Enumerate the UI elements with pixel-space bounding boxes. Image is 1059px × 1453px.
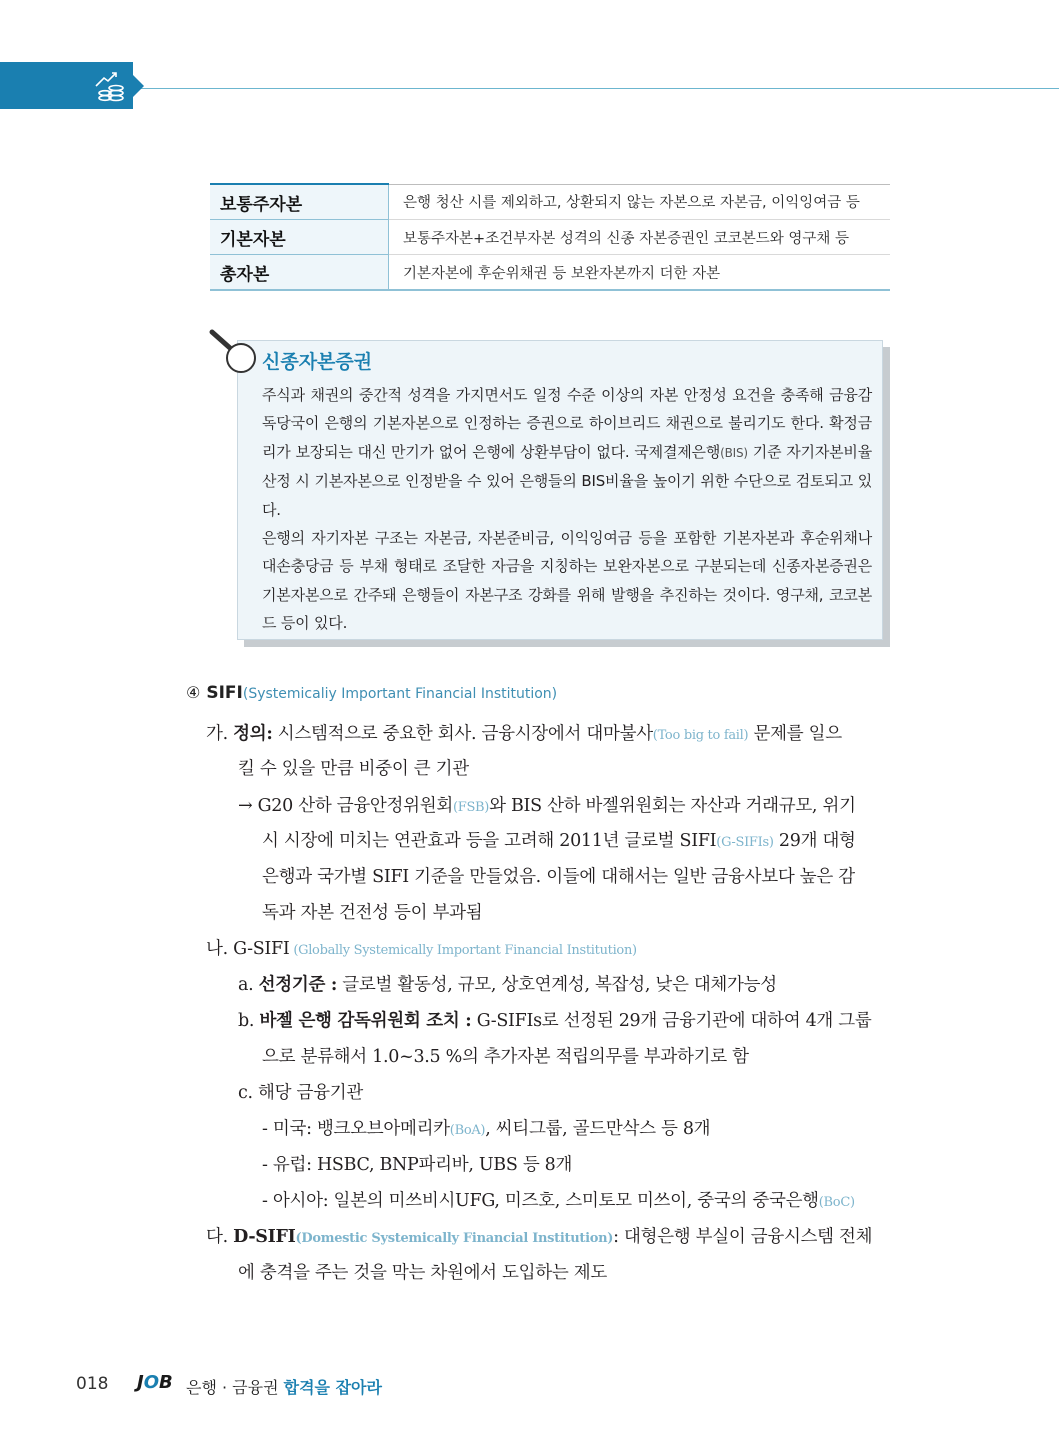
na-c-text: - 아시아: 일본의 미쓰비시UFG, 미즈호, 스미토모 미쓰이, 중국의 중국은행	[262, 1191, 819, 1211]
ga-arrow-gloss: (G-SIFIs)	[716, 835, 774, 850]
note-body	[262, 381, 872, 638]
coin-stack-icon	[90, 68, 130, 104]
job-logo	[137, 1372, 173, 1393]
note-paragraph: 은행의 자기자본 구조는 자본금, 자본준비금, 이익잉여금 등을 포함한 기본자본과 후순위채나 대손충당금 등 부채 형태로 조달한 자금을 지칭하는 보완자본으로 구분되는데 신종자본증권은 기본자본으로 간주돼 은행들이 자본구조 강화를 위해 발행을 추진하는 것이다. 영구채, 코코본드 등이 있다.	[262, 529, 872, 633]
note-text: 주식과 채권의 중간적 성격을 가지면서도 일정 수준 이상의 자본 안정성 요건을 충족해 금융감독당국이 은행의 기본자본으로 인정하는 증권으로 하이브리드 채권으로 불리기도 한다. 확정금리가 보장되는 대신 만기가 없어 은행에 상환부담이 없다. 국제결제은행	[262, 386, 872, 461]
table-row	[210, 184, 890, 220]
na-b-line-2: 으로 분류해서 1.0~3.5 %의 추가자본 적립의무를 부과하기로 함	[262, 1047, 749, 1067]
ga-gloss: (Too big to fail)	[652, 728, 749, 743]
desc-cell: 기본자본에 후순위채권 등 보완자본까지 더한 자본	[389, 255, 891, 291]
section-fullname: (Systemicaliy Important Financial Institution)	[242, 686, 558, 702]
ga-arrow-line-2	[262, 827, 856, 852]
na-c-heading: c. 해당 금융기관	[238, 1083, 363, 1103]
da-gloss: (Domestic Systemically Financial Institution)	[295, 1231, 614, 1246]
na-c-gloss: (BoA)	[449, 1123, 486, 1138]
na-a-text: 글로벌 활동성, 규모, 상호연계성, 복잡성, 낮은 대체가능성	[337, 975, 777, 995]
logo-letter: O	[143, 1372, 160, 1393]
logo-letter: J	[137, 1372, 144, 1393]
note-title: 신종자본증권	[262, 351, 373, 373]
na-c-gloss: (BoC)	[818, 1195, 855, 1210]
note-gloss: (BIS)	[720, 445, 748, 460]
desc-cell: 은행 청산 시를 제외하고, 상환되지 않는 자본으로 자본금, 이익잉여금 등	[389, 184, 891, 220]
table-row	[210, 255, 890, 291]
ga-arrow-line-1	[238, 792, 856, 817]
book-title	[186, 1375, 382, 1398]
ga-arrow-text: 와 BIS 산하 바젤위원회는 자산과 거래규모, 위기	[489, 796, 856, 816]
book-title-text: 은행 · 금융권	[186, 1378, 284, 1397]
ga-arrow-gloss: (FSB)	[452, 800, 490, 815]
na-a-line	[238, 971, 777, 996]
da-line-2: 에 충격을 주는 것을 막는 차원에서 도입하는 제도	[238, 1263, 607, 1283]
section-number: ④	[186, 683, 201, 702]
na-a-label: 선정기준 :	[258, 975, 338, 995]
magnifier-icon	[208, 328, 264, 378]
table-row	[210, 220, 890, 255]
header-rule	[0, 88, 1059, 89]
da-text: : 대형은행 부실이 금융시스템 전체	[613, 1227, 873, 1247]
na-b-text: G-SIFIs로 선정된 29개 금융기관에 대하여 4개 그룹	[471, 1011, 872, 1031]
header-tab	[0, 62, 133, 109]
ga-line-2: 킬 수 있을 만큼 비중이 큰 기관	[238, 759, 469, 779]
na-a-mark: a.	[238, 975, 254, 995]
na-gloss: (Globally Systemically Important Financial Institution)	[289, 943, 637, 958]
page-number: 018	[76, 1374, 109, 1394]
ga-text: 시스템적으로 중요한 회사. 금융시장에서 대마불사	[272, 724, 653, 744]
na-b-mark: b.	[238, 1011, 255, 1031]
ga-arrow-line-3: 은행과 국가별 SIFI 기준을 만들었음. 이들에 대해서는 일반 금융사보다 높은 감	[262, 867, 855, 887]
term-cell: 총자본	[210, 255, 389, 291]
ga-mark: 가.	[206, 724, 228, 744]
ga-label: 정의:	[233, 724, 273, 744]
na-c-eu: - 유럽: HSBC, BNP파리바, UBS 등 8개	[262, 1155, 573, 1175]
na-b-line-1	[238, 1007, 872, 1032]
ga-arrow-text: → G20 산하 금융안정위원회	[238, 796, 453, 816]
na-c-text: - 미국: 뱅크오브아메리카	[262, 1119, 450, 1139]
section-heading	[186, 683, 557, 703]
na-heading	[206, 935, 637, 960]
na-c-asia	[262, 1187, 855, 1212]
da-mark: 다.	[206, 1227, 228, 1247]
ga-text: 문제를 일으	[748, 724, 842, 744]
ga-arrow-line-4: 독과 자본 건전성 등이 부과됨	[262, 903, 483, 923]
ga-arrow-text: 29개 대형	[773, 831, 856, 851]
note-paragraph	[262, 381, 872, 524]
da-label: D-SIFI	[233, 1227, 296, 1247]
logo-letter: B	[159, 1372, 173, 1393]
capital-definition-table	[210, 183, 890, 291]
na-c-us	[262, 1115, 710, 1140]
note-text: 기준 자기자본비율 산정 시 기본자본으로 인정받을 수 있어 은행들의 BIS비율을 높이기 위한 수단으로 검토되고 있다.	[262, 442, 872, 519]
na-c-text: , 씨티그룹, 골드만삭스 등 8개	[485, 1119, 711, 1139]
da-line-1	[206, 1223, 872, 1248]
na-head-text: 나. G-SIFI	[206, 939, 290, 959]
term-cell: 보통주자본	[210, 184, 389, 220]
ga-arrow-text: 시 시장에 미치는 연관효과 등을 고려해 2011년 글로벌 SIFI	[262, 831, 717, 851]
desc-cell: 보통주자본+조건부자본 성격의 신종 자본증권인 코코본드와 영구채 등	[389, 220, 891, 255]
section-abbr: SIFI	[206, 683, 243, 703]
book-title-emphasis: 합격을 잡아라	[283, 1378, 382, 1397]
ga-line-1	[206, 720, 842, 745]
term-cell: 기본자본	[210, 220, 389, 255]
na-b-label: 바젤 은행 감독위원회 조치 :	[259, 1011, 472, 1031]
